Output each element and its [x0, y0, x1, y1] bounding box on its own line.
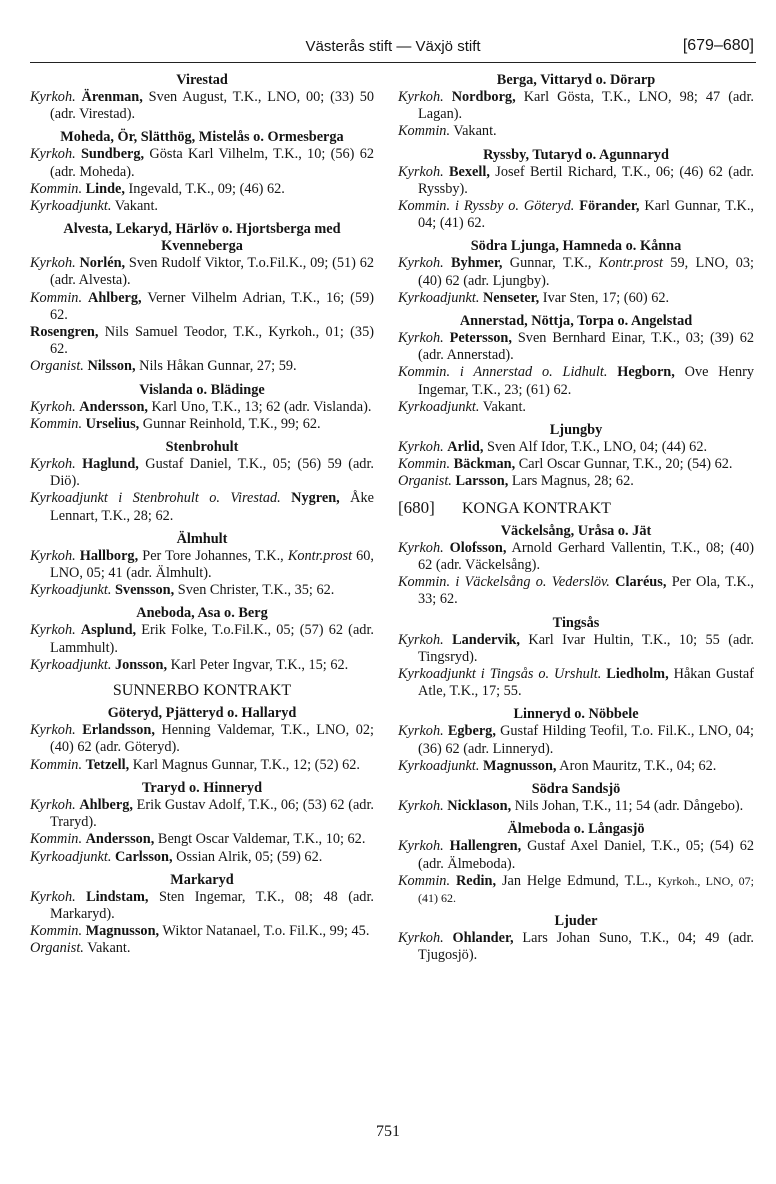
running-title: Västerås stift — Växjö stift: [305, 38, 481, 55]
clergy-entry: [398, 164, 754, 198]
entry-details: 59, LNO, 03; (40) 62 (adr. Ljungby).: [418, 255, 755, 289]
entry-name: Arlid,: [447, 439, 484, 456]
entry-role: Kommin.: [30, 756, 83, 773]
entry-name: Linde,: [85, 180, 125, 197]
entry-name: Claréus,: [615, 574, 667, 591]
entry-role: Kyrkoadjunkt.: [398, 757, 480, 774]
clergy-entry: [30, 582, 374, 599]
entry-name: Byhmer,: [450, 255, 503, 272]
clergy-entry: [398, 290, 754, 307]
entry-role: Kommin.: [30, 415, 83, 432]
clergy-entry: [398, 473, 754, 490]
entry-role: Kyrkoh.: [30, 622, 76, 639]
entry-name: Nygren,: [291, 490, 340, 507]
entry-name: Erlandsson,: [82, 722, 155, 739]
entry-details: Per Ola, T.K., 33; 62.: [418, 574, 755, 608]
entry-role: Kyrkoh.: [398, 89, 444, 105]
clergy-entry: [30, 290, 374, 324]
entry-role: Kommin. i Annerstad o. Lidhult.: [398, 364, 608, 381]
entry-name: Rosengren,: [30, 324, 99, 341]
entry-details: Carl Oscar Gunnar, T.K., 20; (54) 62.: [515, 456, 733, 473]
deanery-heading: [398, 499, 754, 517]
clergy-entry: [30, 849, 374, 866]
parish-heading: Markaryd: [170, 871, 234, 888]
entry-role: Kyrkoadjunkt.: [30, 582, 112, 599]
entry-details: Vakant.: [479, 398, 526, 415]
entry-role: Kyrkoh.: [398, 631, 444, 648]
entry-role: Kyrkoh.: [30, 89, 76, 105]
entry-details: Verner Vilhelm Adrian, T.K., 16; (59) 62.: [50, 289, 375, 323]
clergy-entry: [398, 330, 754, 364]
entry-role: Kommin.: [30, 289, 83, 306]
entry-role: Kyrkoh.: [398, 798, 444, 815]
parish-heading: Älmeboda o. Långasjö: [507, 821, 645, 838]
entry-role: Kyrkoh.: [398, 163, 444, 180]
entry-details: Henning Valdemar, T.K., LNO, 02; (40) 62 (adr. Göteryd).: [50, 722, 374, 756]
entry-name: Petersson,: [449, 330, 512, 347]
entry-name: Hallengren,: [449, 838, 522, 855]
entry-role: Kyrkoh.: [30, 722, 76, 739]
parish-heading: Älmhult: [176, 530, 228, 547]
clergy-entry: [398, 198, 754, 232]
clergy-entry: [398, 123, 754, 140]
entry-details: Jan Helge Edmund, T.L.,: [496, 872, 658, 889]
entry-role: Kommin.: [30, 923, 83, 940]
parish-heading: Södra Ljunga, Hamneda o. Kånna: [470, 238, 682, 255]
clergy-entry: [398, 930, 754, 964]
entry-role: Kyrkoh.: [30, 146, 76, 163]
entry-details: Sven Rudolf Viktor, T.o.Fil.K., 09; (51) 62 (adr. Alvesta).: [50, 255, 374, 289]
entry-role: Kyrkoadjunkt.: [398, 398, 480, 415]
entry-details: Ove Henry Ingemar, T.K., 23; (61) 62.: [418, 364, 755, 398]
parish-heading: Ljuder: [554, 913, 598, 930]
entry-role: Kyrkoh.: [30, 796, 76, 813]
entry-role: Kyrkoh.: [30, 255, 76, 272]
clergy-entry: [30, 622, 374, 656]
clergy-entry: [398, 439, 754, 456]
entry-details: Bengt Oscar Valdemar, T.K., 10; 62.: [154, 831, 366, 848]
clergy-entry: [398, 723, 754, 757]
parish-heading: Ljungby: [549, 422, 603, 439]
entry-details: Ossian Alrik, 05; (59) 62.: [172, 848, 323, 865]
clergy-entry: [398, 364, 754, 398]
entry-name: Norlén,: [79, 255, 126, 272]
clergy-entry: [398, 456, 754, 473]
clergy-entry: [398, 798, 754, 815]
entry-details: Wiktor Natanael, T.o. Fil.K., 99; 45.: [159, 923, 370, 940]
entry-details: Karl Gösta, T.K., LNO, 98; 47 (adr. Lagan).: [418, 89, 754, 123]
page-header: [30, 36, 756, 63]
entry-role: Kyrkoh.: [398, 930, 444, 947]
clergy-entry: [30, 797, 374, 831]
entry-name: Hegborn,: [617, 364, 675, 381]
entry-name: Olofsson,: [449, 539, 507, 556]
entry-name: Nenseter,: [482, 289, 540, 306]
entry-details: Sven Christer, T.K., 35; 62.: [174, 582, 335, 599]
parish-heading: Tingsås: [552, 614, 600, 631]
entry-role: Kyrkoh.: [30, 456, 76, 473]
entry-details: Ivar Sten, 17; (60) 62.: [539, 289, 670, 306]
page-range: [679–680]: [682, 37, 754, 54]
clergy-entry: [30, 490, 374, 524]
entry-details: Arnold Gerhard Vallentin, T.K., 08; (40) 62 (adr. Väckelsång).: [418, 539, 754, 574]
parish-heading: Ryssby, Tutaryd o. Agunnaryd: [483, 146, 669, 163]
entry-name: Nordborg,: [451, 89, 516, 105]
entry-role: Kommin. i Ryssby o. Göteryd.: [398, 198, 575, 215]
entry-name: Nicklason,: [447, 798, 512, 815]
entry-name: Magnusson,: [482, 757, 557, 774]
clergy-entry: [30, 757, 374, 774]
entry-title: Kontr.prost: [598, 255, 663, 272]
entry-details: Karl Ivar Hultin, T.K., 10; 55 (adr. Tingsryd).: [418, 631, 754, 665]
clergy-entry: [30, 416, 374, 433]
parish-heading: Aneboda, Asa o. Berg: [136, 605, 268, 622]
clergy-entry: [398, 399, 754, 416]
entry-name: Ahlberg,: [79, 796, 133, 813]
entry-details: Per Tore Johannes, T.K.,: [138, 547, 288, 564]
left-column: [30, 72, 374, 958]
parish-heading: Moheda, Ör, Slätthög, Mistelås o. Ormesberga: [60, 129, 344, 146]
entry-role: Kommin.: [398, 123, 451, 140]
clergy-entry: [30, 548, 374, 582]
entry-role: Kommin.: [30, 831, 83, 848]
deanery-title: KONGA KONTRAKT: [462, 499, 611, 517]
clergy-entry: [30, 940, 374, 957]
entry-name: Ahlberg,: [88, 289, 142, 306]
clergy-entry: [398, 574, 754, 608]
entry-name: Nilsson,: [87, 358, 136, 375]
entry-role: Kyrkoh.: [398, 539, 444, 556]
entry-details: Vakant.: [111, 198, 158, 215]
entry-role: Organist.: [30, 358, 84, 375]
entry-name: Asplund,: [80, 622, 137, 639]
entry-details: Gunnar Reinhold, T.K., 99; 62.: [139, 415, 321, 432]
entry-name: Sundberg,: [80, 146, 145, 163]
parish-heading: Linneryd o. Nöbbele: [513, 706, 639, 723]
entry-name: Förander,: [579, 198, 640, 215]
entry-details: Erik Folke, T.o.Fil.K., 05; (57) 62 (adr. Lammhult).: [50, 622, 374, 656]
parish-heading: Traryd o. Hinneryd: [141, 779, 263, 796]
entry-role: Kyrkoh.: [398, 255, 444, 272]
entry-name: Tetzell,: [85, 756, 130, 773]
entry-role: Kyrkoh.: [30, 888, 76, 905]
entry-name: Redin,: [455, 872, 497, 889]
entry-details: Vakant.: [450, 123, 497, 140]
entry-details: Åke Lennart, T.K., 28; 62.: [50, 490, 374, 524]
clergy-entry: [30, 358, 374, 375]
entry-details: Lars Magnus, 28; 62.: [508, 473, 634, 490]
entry-name: Jonsson,: [114, 656, 168, 673]
entry-details: Josef Bertil Richard, T.K., 06; (46) 62 (adr. Ryssby).: [418, 163, 755, 197]
entry-name: Larsson,: [455, 473, 509, 490]
entry-role: Kommin.: [30, 180, 83, 197]
entry-name: Andersson,: [79, 398, 148, 415]
entry-name: Svensson,: [114, 582, 175, 599]
entry-role: Kyrkoadjunkt i Stenbrohult o. Virestad.: [30, 490, 281, 507]
clergy-entry: [30, 255, 374, 289]
entry-name: Andersson,: [85, 831, 155, 848]
clergy-entry: [398, 873, 754, 907]
clergy-entry: [30, 146, 374, 180]
right-column: [398, 72, 754, 965]
deanery-heading: SUNNERBO KONTRAKT: [112, 682, 292, 700]
clergy-entry: [30, 324, 374, 358]
clergy-entry: [398, 666, 754, 700]
page-number: 751: [376, 1123, 400, 1140]
clergy-entry: [398, 89, 754, 123]
clergy-entry: [398, 255, 754, 289]
clergy-entry: [30, 89, 374, 123]
clergy-entry: [30, 889, 374, 923]
entry-details: Lars Johan Suno, T.K., 04; 49 (adr. Tjugosjö).: [418, 930, 755, 964]
entry-name: Ohlander,: [452, 930, 514, 947]
entry-name: Urselius,: [85, 415, 140, 432]
entry-role: Organist.: [30, 940, 84, 957]
clergy-entry: [30, 831, 374, 848]
clergy-entry: [30, 923, 374, 940]
parish-heading: Annerstad, Nöttja, Torpa o. Angelstad: [459, 313, 693, 330]
parish-heading: Berga, Vittaryd o. Dörarp: [496, 72, 656, 88]
entry-details: Nils Håkan Gunnar, 27; 59.: [135, 358, 297, 375]
entry-name: Liedholm,: [606, 666, 669, 683]
entry-details: Nils Johan, T.K., 11; 54 (adr. Dångebo).: [511, 798, 744, 815]
entry-details: Gustaf Daniel, T.K., 05; (56) 59 (adr. Diö).: [50, 456, 375, 490]
entry-name: Bäckman,: [453, 456, 516, 473]
entry-role: Organist.: [398, 473, 452, 490]
entry-name: Ärenman,: [81, 89, 143, 105]
entry-name: Landervik,: [452, 631, 520, 648]
clergy-entry: [398, 632, 754, 666]
entry-details: Sven August, T.K., LNO, 00; (33) 50 (adr. Virestad).: [50, 89, 374, 123]
parish-heading: Väckelsång, Uråsa o. Jät: [500, 522, 652, 539]
parish-heading: Göteryd, Pjätteryd o. Hallaryd: [107, 705, 297, 722]
clergy-entry: [30, 657, 374, 674]
entry-role: Kyrkoh.: [398, 723, 444, 740]
entry-role: Kommin.: [398, 872, 451, 889]
parish-heading: Stenbrohult: [165, 439, 239, 456]
entry-title: Kontr.prost: [287, 547, 353, 564]
entry-details: Gustaf Axel Daniel, T.K., 05; (54) 62 (adr. Älmeboda).: [418, 838, 754, 872]
clergy-entry: [30, 198, 374, 215]
clergy-entry: [398, 540, 754, 574]
clergy-entry: [30, 722, 374, 756]
parish-heading: Vislanda o. Blädinge: [139, 381, 265, 398]
entry-details: Sven Bernhard Einar, T.K., 03; (39) 62 (adr. Annerstad).: [418, 330, 754, 364]
parish-heading: Alvesta, Lekaryd, Härlöv o. Hjortsberga med Kvenneberga: [63, 221, 341, 255]
entry-role: Kyrkoh.: [398, 838, 444, 855]
entry-role: Kyrkoh.: [398, 439, 444, 456]
entry-role: Kyrkoadjunkt.: [30, 848, 112, 865]
entry-role: Kommin. i Väckelsång o. Vederslöv.: [398, 574, 610, 591]
entry-role: Kyrkoadjunkt i Tingsås o. Urshult.: [398, 666, 602, 683]
entry-details: Karl Magnus Gunnar, T.K., 12; (52) 62.: [129, 756, 360, 773]
entry-name: Egberg,: [447, 723, 496, 740]
entry-details: Gustaf Hilding Teofil, T.o. Fil.K., LNO, 04; (36) 62 (adr. Linneryd).: [418, 723, 754, 757]
entry-name: Bexell,: [449, 163, 490, 180]
entry-details: Karl Peter Ingvar, T.K., 15; 62.: [167, 656, 349, 673]
clergy-entry: [30, 399, 374, 416]
entry-details: Gösta Karl Vilhelm, T.K., 10; (56) 62 (adr. Moheda).: [50, 146, 374, 180]
entry-details: Karl Gunnar, T.K., 04; (41) 62.: [418, 198, 755, 232]
entry-details: Vakant.: [83, 940, 131, 957]
entry-details-small: Kyrkoh., LNO, 07; (41) 62.: [418, 873, 754, 905]
parish-heading: Södra Sandsjö: [531, 781, 621, 798]
entry-details: Ingevald, T.K., 09; (46) 62.: [124, 180, 285, 197]
entry-role: Kyrkoh.: [398, 330, 444, 347]
entry-details: Erik Gustav Adolf, T.K., 06; (53) 62 (adr. Traryd).: [50, 796, 375, 831]
clergy-entry: [398, 758, 754, 775]
entry-details: Sven Alf Idor, T.K., LNO, 04; (44) 62.: [483, 439, 708, 456]
entry-details: 60, LNO, 05; 41 (adr. Älmhult).: [50, 547, 375, 582]
entry-role: Kyrkoadjunkt.: [30, 656, 112, 673]
entry-details: Håkan Gustaf Atle, T.K., 17; 55.: [418, 666, 755, 700]
entry-role: Kyrkoh.: [30, 398, 76, 415]
entry-name: Carlsson,: [114, 848, 173, 865]
entry-name: Hallborg,: [79, 547, 139, 564]
entry-details: Gunnar, T.K.,: [502, 255, 599, 272]
entry-name: Magnusson,: [85, 923, 160, 940]
clergy-entry: [30, 456, 374, 490]
entry-name: Lindstam,: [86, 888, 149, 905]
entry-details: Nils Samuel Teodor, T.K., Kyrkoh., 01; (35) 62.: [50, 324, 374, 358]
parish-heading: Virestad: [176, 72, 228, 88]
entry-details: Aron Mauritz, T.K., 04; 62.: [556, 757, 717, 774]
entry-name: Haglund,: [82, 456, 139, 473]
entry-role: Kyrkoadjunkt.: [30, 198, 112, 215]
entry-role: Kyrkoh.: [30, 547, 76, 564]
entry-details: Karl Uno, T.K., 13; 62 (adr. Vislanda).: [147, 398, 372, 415]
clergy-entry: [398, 838, 754, 872]
entry-details: Sten Ingemar, T.K., 08; 48 (adr. Markaryd).: [50, 888, 375, 922]
clergy-entry: [30, 181, 374, 198]
entry-role: Kyrkoadjunkt.: [398, 289, 480, 306]
entry-role: Kommin.: [398, 456, 451, 473]
section-number: [680]: [398, 497, 435, 517]
